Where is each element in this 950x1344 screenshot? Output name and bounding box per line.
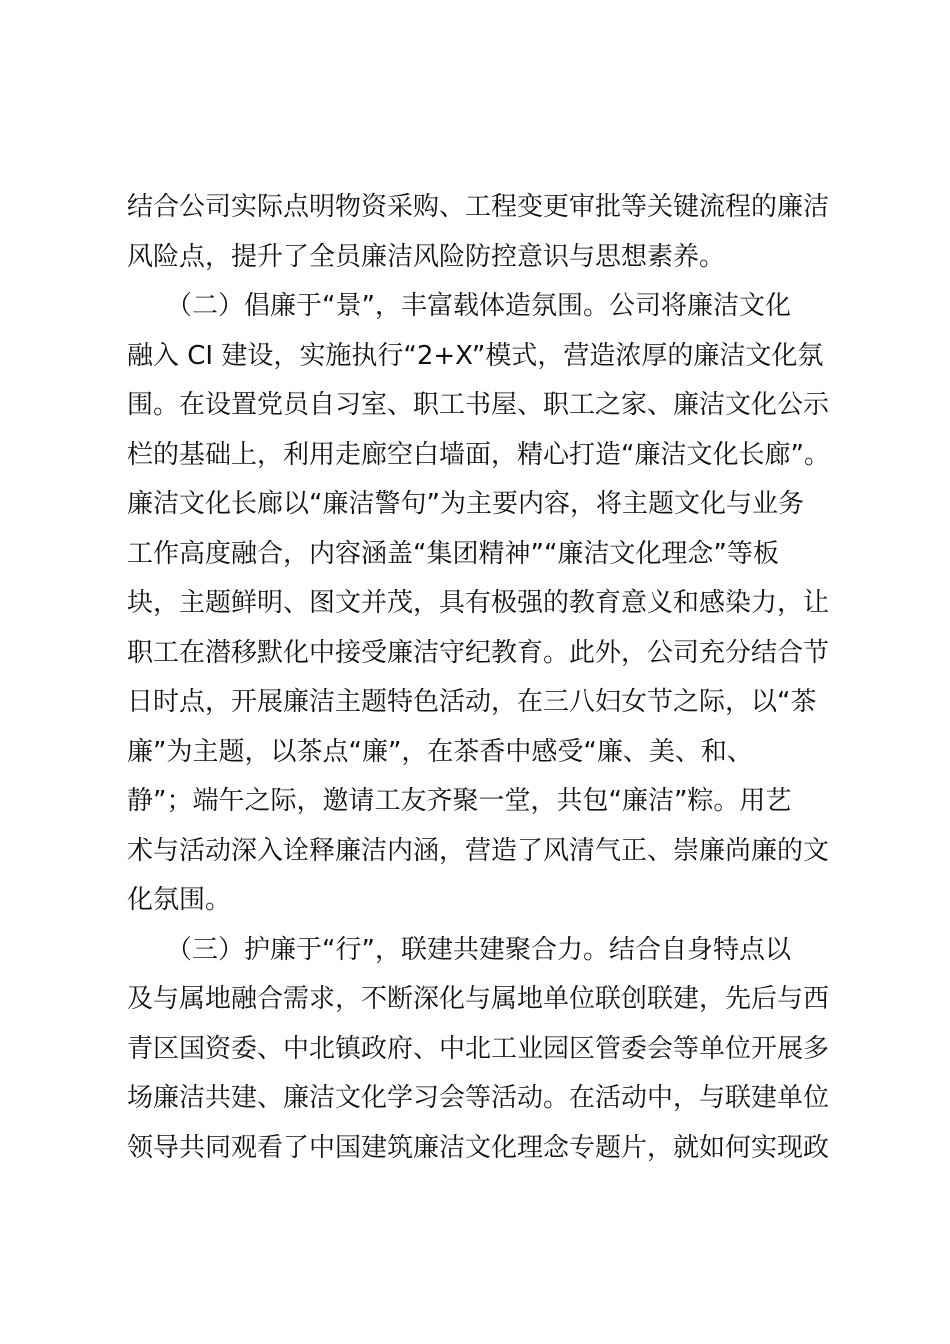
text-line: 青区国资委、中北镇政府、中北工业园区管委会等单位开展多 <box>127 1033 830 1064</box>
text-line: 化氛围。 <box>127 885 232 915</box>
paragraph-heading-line: （二）倡廉于“景”，丰富载体造氛围。公司将廉洁文化 <box>127 291 791 321</box>
text-line: 融入 CI 建设，实施执行“2+X”模式，营造浓厚的廉洁文化氛 <box>127 340 824 371</box>
text-line: 领导共同观看了中国建筑廉洁文化理念专题片，就如何实现政 <box>127 1132 830 1163</box>
text-line: 工作高度融合，内容涵盖“集团精神”“廉洁文化理念”等板 <box>127 538 779 569</box>
text-line: 静”；端午之际，邀请工友齐聚一堂，共包“廉洁”粽。用艺 <box>127 786 792 816</box>
text-line: 块，主题鲜明、图文并茂，具有极强的教育意义和感染力，让 <box>127 588 830 618</box>
text-line: 日时点，开展廉洁主题特色活动，在三八妇女节之际，以“茶 <box>127 687 817 717</box>
text-line: 职工在潜移默化中接受廉洁守纪教育。此外，公司充分结合节 <box>127 637 830 668</box>
text-line: 结合公司实际点明物资采购、工程变更审批等关键流程的廉洁 <box>127 192 830 222</box>
text-line: 场廉洁共建、廉洁文化学习会等活动。在活动中，与联建单位 <box>127 1083 830 1113</box>
text-line: 围。在设置党员自习室、职工书屋、职工之家、廉洁文化公示 <box>127 390 830 420</box>
text-line: 术与活动深入诠释廉洁内涵，营造了风清气正、崇廉尚廉的文 <box>127 835 830 866</box>
paragraph-heading-line: （三）护廉于“行”，联建共建聚合力。结合自身特点以 <box>127 934 791 965</box>
text-line: 廉洁文化长廊以“廉洁警句”为主要内容，将主题文化与业务 <box>127 489 804 519</box>
text-line: 廉”为主题，以茶点“廉”，在茶香中感受“廉、美、和、 <box>127 736 753 767</box>
body-text <box>127 183 837 1173</box>
text-line: 风险点，提升了全员廉洁风险防控意识与思想素养。 <box>127 241 726 272</box>
text-line: 栏的基础上，利用走廊空白墙面，精心打造“廉洁文化长廊”。 <box>127 439 830 470</box>
text-line: 及与属地融合需求，不断深化与属地单位联创联建，先后与西 <box>127 984 830 1014</box>
